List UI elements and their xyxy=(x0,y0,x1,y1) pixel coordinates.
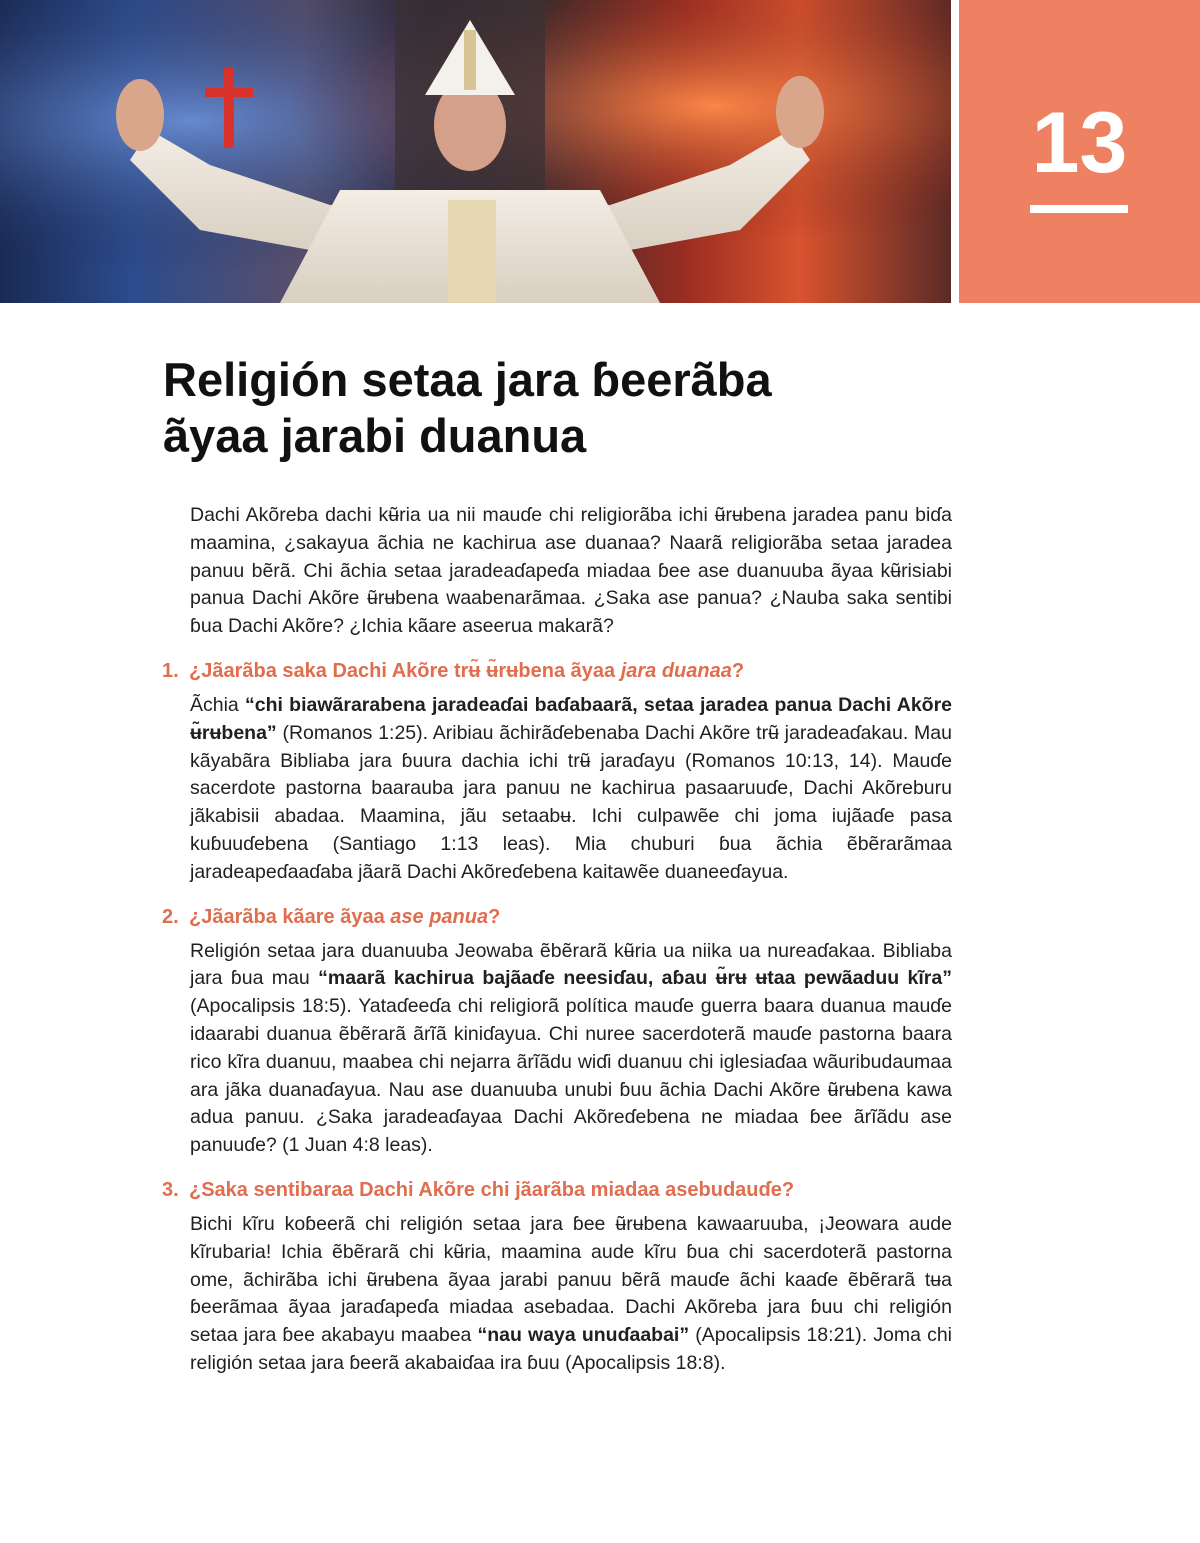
section-2 xyxy=(162,904,952,1160)
priest-illustration xyxy=(0,0,951,303)
title-line-1: Religión setaa jara ɓeerãba xyxy=(163,353,772,406)
cross-icon xyxy=(224,68,234,148)
intro-paragraph: Dachi Akõreba dachi kʉ̃ria ua nii mauɗe chi religiorãba ichi ʉ̃rʉbena jaradea panu biɗa maamina, ¿sakayua ãchia ne kachirua ase duanaa? Naarã religiorãba setaa jaradea panuu bẽrã. Chi ãchia setaa jaradeaɗapeɗa miadaa ɓee ase duanuuba ãyaa kʉ̃risiabi panua Dachi Akõre ʉ̃rʉbena waabenarãmaa. ¿Saka ase panua? ¿Nauba saka sentibi ɓua Dachi Akõre? ¿Ichia kãare aseerua makarã? xyxy=(190,504,952,638)
question-text: ¿Jãarãba kãare ãyaa xyxy=(189,905,391,928)
question-end: ? xyxy=(731,659,745,682)
answer-text: Bichi kĩru koɓeerã chi religión setaa jara ɓee ʉ̃rʉbena kawaaruuba, ¡Jeowara aude kĩrubaria! Ichia ẽbẽrarã chi kʉ̃ria, maamina aude kĩru ɓua chi sacerdoterã pastorna ome, ãchirãba ichi ʉ̃rʉbena ãyaa jarabi panuu bẽrã mauɗe ãchi kaaɗe ẽbẽrarã tʉa ɓeerãmaa ãyaa jaraɗapeɗa miadaa asebadaa. Dachi Akõreba jara ɓuu chi religión setaa jara ɓee akabayu maabea xyxy=(190,1212,952,1347)
page-title xyxy=(163,352,923,464)
header-photo xyxy=(0,0,951,303)
answer-text: (Romanos 1:25). Aribiau ãchirãɗebenaba Dachi Akõre trʉ̃ jaradeaɗakau. Mau kãyabãra Bibliaba jara ɓuura dachia ichi trʉ̃ jaraɗayu (Romanos 10:13, 14). Mauɗe sacerdote pastorna baarauba jara panuu ne kachirua pasaaruuɗe, Dachi Akõreburu jãkabisii abadaa. Maamina, jãu setaabʉ. Ichi culpawẽe chi joma iujãaɗe pasa kuɓuuɗebena (Santiago 1:13 leas). Mia chuburi ɓua ãchia ẽbẽrarãmaa jaradeapeɗaaɗaba jãarã Dachi Akõreɗebena kaitawẽe duaneeɗayua. xyxy=(190,721,952,883)
question-italic: jara duanaa xyxy=(620,659,732,682)
question-end: ? xyxy=(488,905,501,928)
question-text: ¿Saka sentibaraa Dachi Akõre chi jãarãba miadaa asebudauɗe? xyxy=(189,1178,795,1201)
section-3 xyxy=(162,1177,952,1378)
question-heading xyxy=(162,904,952,930)
answer-quote: “maarã kachirua bajãaɗe neesiɗau, aɓau ʉ̃rʉ ʉtaa pewãaduu kĩra” xyxy=(318,967,952,990)
question-heading xyxy=(162,658,952,684)
answer-text: (Apocalipsis 18:21). Joma chi religión setaa jara ɓeerã akabaiɗaa ira ɓuu (Apocalipsis 18:8). xyxy=(190,1324,952,1374)
question-italic: ase panua xyxy=(390,905,489,928)
answer-text: Ãchia xyxy=(190,693,246,716)
question-heading xyxy=(162,1177,952,1203)
answer-text: (Apocalipsis 18:5). Yataɗeeɗa chi religiorã política mauɗe guerra baara duanua mauɗe idaarabi duanua ẽbẽrarã ãrĩã kiniɗayua. Chi nuree sacerdoterã mauɗe pastorna baara rico kĩra duanuu, maabea chi nejarra ãrĩãdu wiɗi duanuu chi iglesiaɗaa wãuribudaumaa ara jãka duanaɗayua. Nau ase duanuuba unubi ɓuu ãchia Dachi Akõre ʉ̃rʉbena kawa adua panuu. ¿Saka jaradeaɗayaa Dachi Akõreɗebena ne miadaa ɓee ãrĩãdu ase panuuɗe? (1 Juan 4:8 leas). xyxy=(190,995,952,1157)
header-divider xyxy=(951,0,959,303)
question-number: 3. xyxy=(162,1178,179,1201)
question-number: 2. xyxy=(162,905,179,928)
answer-quote: “nau waya unuɗaabai” xyxy=(477,1324,690,1347)
question-text: ¿Jãarãba saka Dachi Akõre trʉ̃ ʉ̃rʉbena ãyaa xyxy=(189,659,621,682)
answer-paragraph xyxy=(190,938,952,1160)
title-line-2: ãyaa jarabi duanua xyxy=(163,409,587,462)
answer-paragraph xyxy=(190,692,952,887)
chapter-underline xyxy=(1030,205,1128,213)
question-number: 1. xyxy=(162,659,179,682)
answer-quote: “chi biawãrarabena jaradeaɗai baɗabaarã, setaa jaradea panua Dachi Akõre ʉ̃rʉbena” xyxy=(190,693,953,744)
chapter-number: 13 xyxy=(1031,95,1128,191)
chapter-badge xyxy=(959,0,1200,303)
article-body xyxy=(162,502,952,1378)
section-1 xyxy=(162,658,952,887)
answer-text: Religión setaa jara duanuuba Jeowaba ẽbẽrarã kʉ̃ria ua niika ua nureaɗakaa. Bibliaba jara ɓua mau xyxy=(190,939,952,990)
answer-paragraph xyxy=(190,1211,952,1378)
